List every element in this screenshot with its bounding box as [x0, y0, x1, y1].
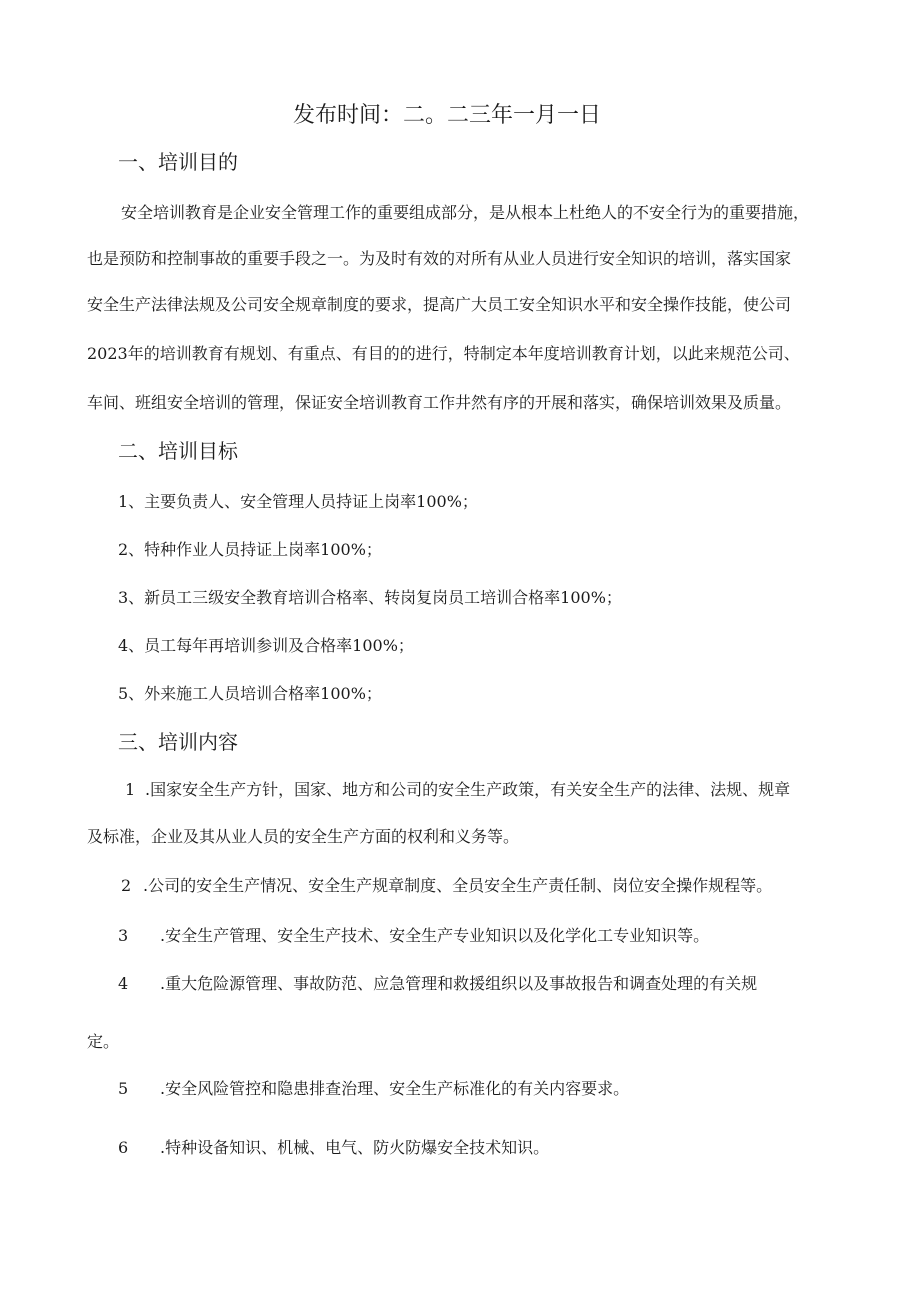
item-number: 5	[118, 1079, 129, 1098]
item-text: .特种设备知识、机械、电气、防火防爆安全技术知识。	[160, 1138, 550, 1157]
content-item	[121, 874, 772, 898]
content-item-continuation: 及标准，企业及其从业人员的安全生产方面的权利和义务等。	[87, 827, 520, 846]
item-text: .公司的安全生产情况、安全生产规章制度、全员安全生产责任制、岗位安全操作规程等。	[143, 876, 773, 895]
item-number: 1	[125, 780, 136, 799]
content-item	[118, 1136, 549, 1160]
section-heading-content: 三、培训内容	[118, 730, 238, 754]
content-item	[118, 924, 709, 948]
section-heading-purpose: 一、培训目的	[118, 150, 238, 174]
item-number: 4	[118, 974, 129, 993]
item-text: .重大危险源管理、事故防范、应急管理和救援组织以及事故报告和调查处理的有关规	[160, 974, 758, 993]
paragraph-line: 安全生产法律法规及公司安全规章制度的要求，提高广大员工安全知识水平和安全操作技能，使公司	[87, 295, 792, 314]
section-heading-goals: 二、培训目标	[118, 439, 238, 463]
paragraph-line: 安全培训教育是企业安全管理工作的重要组成部分，是从根本上杜绝人的不安全行为的重要措施，	[121, 203, 810, 222]
content-item-continuation: 定。	[87, 1032, 120, 1051]
content-item	[118, 1077, 629, 1101]
item-number: 3	[118, 926, 129, 945]
item-text: .安全风险管控和隐患排查治理、安全生产标准化的有关内容要求。	[160, 1079, 630, 1098]
item-number: 2	[121, 876, 132, 895]
content-item	[125, 778, 790, 802]
goal-item: 4、员工每年再培训参训及合格率100%；	[118, 636, 414, 655]
goal-item: 3、新员工三级安全教育培训合格率、转岗复岗员工培训合格率100%；	[118, 588, 622, 607]
paragraph-line: 2023年的培训教育有规划、有重点、有目的的进行，特制定本年度培训教育计划，以此来规范公司、	[87, 344, 800, 363]
goal-item: 5、外来施工人员培训合格率100%；	[118, 684, 382, 703]
goal-item: 2、特种作业人员持证上岗率100%；	[118, 540, 382, 559]
goal-item: 1、主要负责人、安全管理人员持证上岗率100%；	[118, 492, 478, 511]
item-number: 6	[118, 1138, 129, 1157]
item-text: .安全生产管理、安全生产技术、安全生产专业知识以及化学化工专业知识等。	[160, 926, 710, 945]
item-text: .国家安全生产方针，国家、地方和公司的安全生产政策，有关安全生产的法律、法规、规章	[145, 780, 791, 799]
publish-date: 发布时间：二。二三年一月一日	[293, 103, 602, 128]
paragraph-line: 也是预防和控制事故的重要手段之一。为及时有效的对所有从业人员进行安全知识的培训，落实国家	[87, 249, 792, 268]
content-item	[118, 972, 757, 996]
paragraph-line: 车间、班组安全培训的管理，保证安全培训教育工作井然有序的开展和落实，确保培训效果及质量。	[87, 393, 792, 412]
